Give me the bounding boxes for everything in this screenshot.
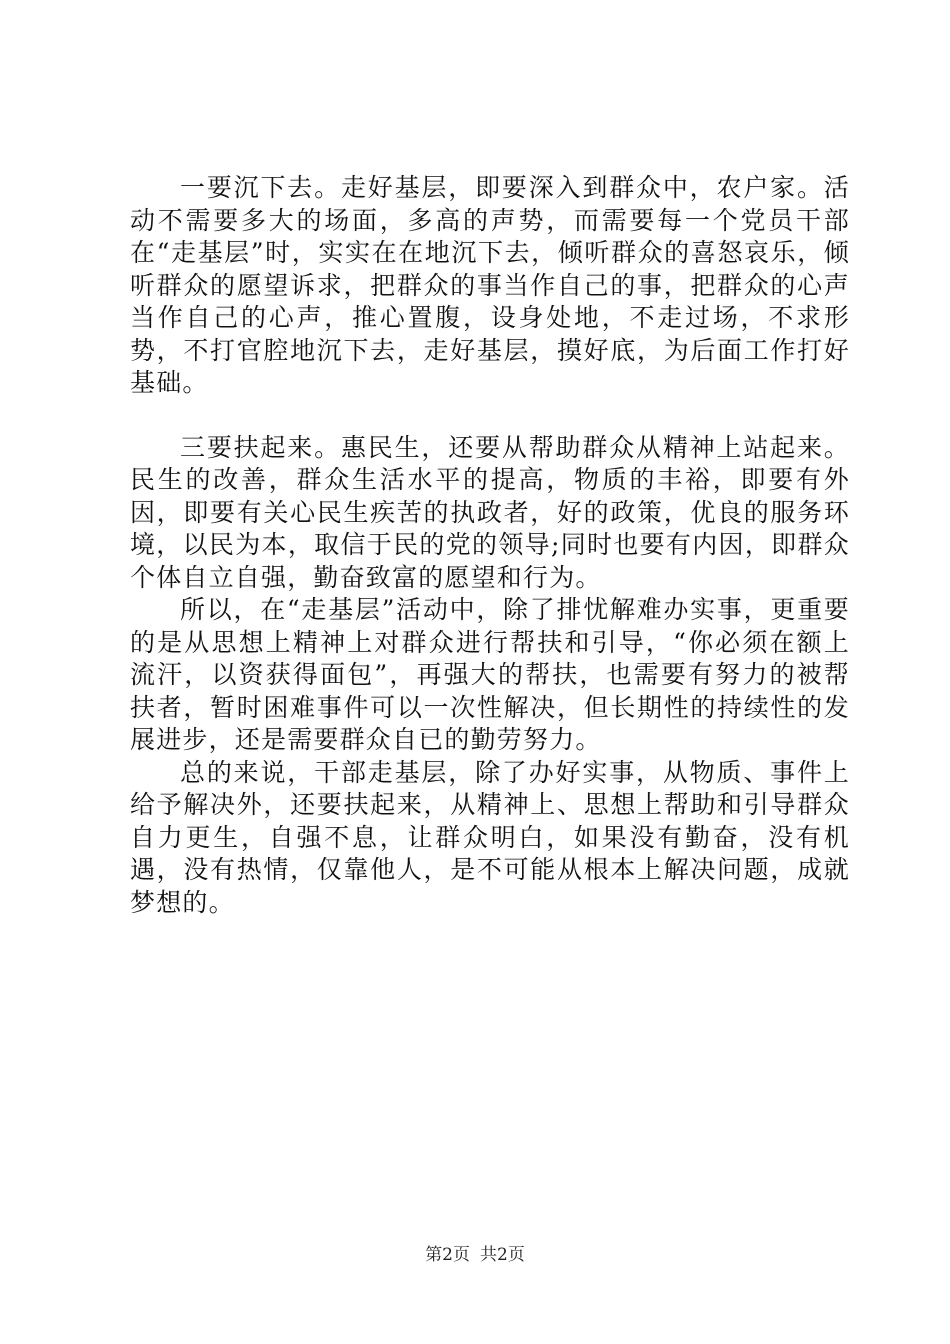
paragraph-conclusion: 总的来说，干部走基层，除了办好实事，从物质、事件上给予解决外，还要扶起来，从精神上、思想上帮助和引导群众自力更生，自强不息，让群众明白，如果没有勤奋，没有机遇，没有热情，仅靠他人，是不可能从根本上解决问题，成就梦想的。 [130, 757, 850, 917]
paragraph-lift-up: 三要扶起来。惠民生，还要从帮助群众从精神上站起来。民生的改善，群众生活水平的提高，物质的丰裕，即要有外因，即要有关心民生疾苦的执政者，好的政策，优良的服务环境，以民为本，取信于民的党的领导;同时也要有内因，即群众个体自立自强，勤奋致富的愿望和行为。 [130, 432, 850, 592]
document-body [130, 172, 850, 919]
page-footer [0, 1244, 950, 1266]
paragraph-sink-down: 一要沉下去。走好基层，即要深入到群众中，农户家。活动不需要多大的场面，多高的声势，而需要每一个党员干部在“走基层”时，实实在在地沉下去，倾听群众的喜怒哀乐，倾听群众的愿望诉求，把群众的事当作自己的事，把群众的心声当作自己的心声，推心置腹，设身处地，不走过场，不求形势，不打官腔地沉下去，走好基层，摸好底，为后面工作打好基础。 [130, 173, 850, 397]
page-number: 第2页 [425, 1245, 470, 1265]
page-total: 共2页 [480, 1245, 525, 1265]
paragraph-therefore: 所以，在“走基层”活动中，除了排忧解难办实事，更重要的是从思想上精神上对群众进行帮扶和引导，“你必须在额上流汗，以资获得面包”，再强大的帮扶，也需要有努力的被帮扶者，暂时困难事件可以一次性解决，但长期性的持续性的发展进步，还是需要群众自已的勤劳努力。 [130, 595, 850, 754]
